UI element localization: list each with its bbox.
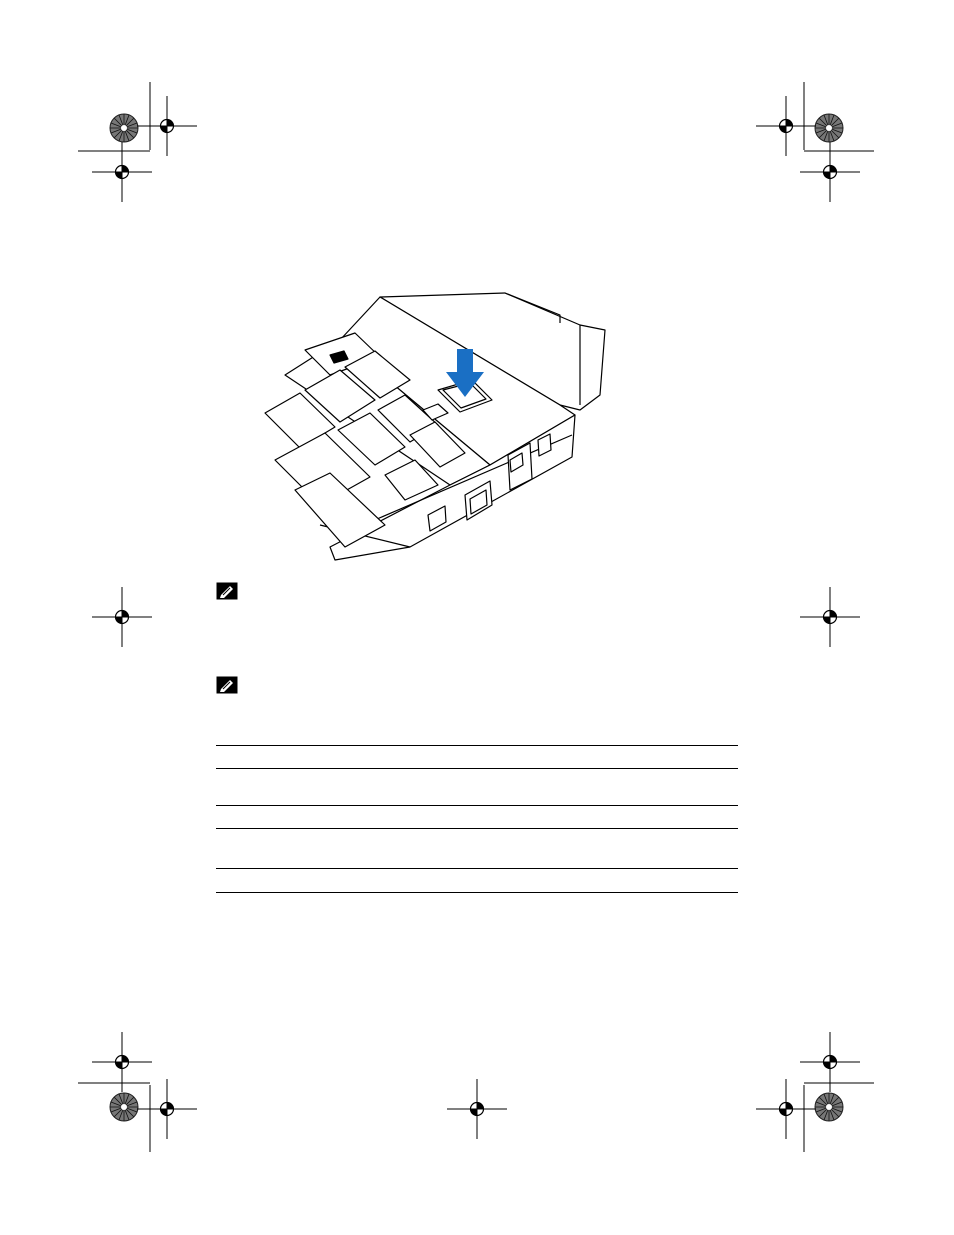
table-rule [216,768,738,769]
note-pencil-icon [216,582,238,600]
table-rule [216,745,738,746]
laptop-power-button-illustration [260,285,620,565]
table-rule [216,868,738,869]
table-rule [216,805,738,806]
table-rule [216,828,738,829]
note-pencil-icon [216,676,238,694]
table-rule [216,892,738,893]
